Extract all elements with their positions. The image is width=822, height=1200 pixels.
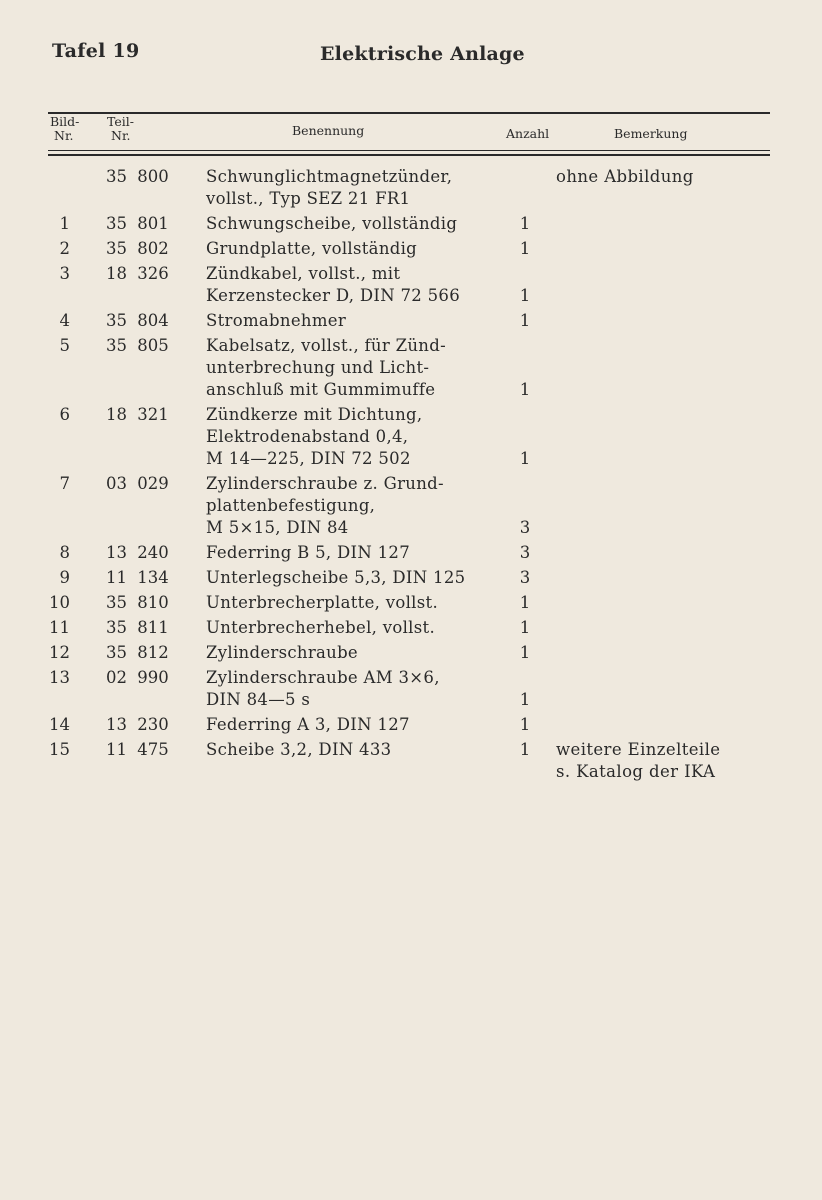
benennung bbox=[206, 473, 506, 539]
anzahl: 1 bbox=[519, 715, 531, 734]
teil-nr: 35 811 bbox=[106, 618, 169, 637]
bild-nr: 10 bbox=[49, 593, 70, 612]
anzahl: 1 bbox=[519, 690, 531, 709]
benennung-line: Schwungscheibe, vollständig bbox=[206, 214, 458, 233]
column-header-bemerkung: Bemerkung bbox=[614, 126, 688, 141]
benennung-line: Zylinderschraube z. Grund- bbox=[206, 474, 444, 493]
column-header-bild-line2: Nr. bbox=[54, 128, 74, 143]
teil-nr: 11 134 bbox=[106, 568, 169, 587]
teil-nr: 35 801 bbox=[106, 214, 169, 233]
benennung bbox=[206, 642, 506, 664]
table-row bbox=[0, 592, 822, 614]
table-row bbox=[0, 166, 822, 210]
column-header-teil bbox=[107, 115, 157, 143]
benennung bbox=[206, 404, 506, 470]
bild-nr: 4 bbox=[59, 311, 70, 330]
teil-nr: 35 805 bbox=[106, 336, 169, 355]
benennung-line: Kerzenstecker D, DIN 72 566 bbox=[206, 286, 461, 305]
bild-nr: 13 bbox=[49, 668, 70, 687]
table-row bbox=[0, 473, 822, 539]
teil-nr: 11 475 bbox=[106, 740, 169, 759]
benennung-line: plattenbefestigung, bbox=[206, 496, 376, 515]
benennung bbox=[206, 263, 506, 307]
teil-nr: 18 326 bbox=[106, 264, 169, 283]
column-header-teil-line1: Teil- bbox=[107, 114, 134, 129]
benennung-line: Grundplatte, vollständig bbox=[206, 239, 418, 258]
benennung-line: Federring A 3, DIN 127 bbox=[206, 715, 410, 734]
anzahl: 1 bbox=[519, 449, 531, 468]
table-row bbox=[0, 667, 822, 711]
bemerkung bbox=[556, 739, 806, 783]
benennung-line: Federring B 5, DIN 127 bbox=[206, 543, 411, 562]
teil-nr: 13 240 bbox=[106, 543, 169, 562]
bild-nr: 9 bbox=[59, 568, 70, 587]
column-header-anzahl: Anzahl bbox=[506, 126, 550, 141]
benennung-line: Unterbrecherhebel, vollst. bbox=[206, 618, 435, 637]
bemerkung-line: s. Katalog der IKA bbox=[556, 762, 716, 781]
bild-nr: 15 bbox=[49, 740, 70, 759]
bild-nr: 14 bbox=[49, 715, 70, 734]
bild-nr: 12 bbox=[49, 643, 70, 662]
teil-nr: 18 321 bbox=[106, 405, 169, 424]
bild-nr: 3 bbox=[59, 264, 70, 283]
benennung bbox=[206, 310, 506, 332]
column-header-bild bbox=[50, 115, 100, 143]
benennung-line: anschluß mit Gummimuffe bbox=[206, 380, 436, 399]
benennung-line: Elektrodenabstand 0,4, bbox=[206, 427, 409, 446]
benennung bbox=[206, 667, 506, 711]
anzahl: 1 bbox=[519, 239, 531, 258]
header-bottom-thin-rule bbox=[48, 150, 770, 151]
table-row bbox=[0, 213, 822, 235]
anzahl: 1 bbox=[519, 643, 531, 662]
benennung-line: M 14—225, DIN 72 502 bbox=[206, 449, 411, 468]
bild-nr: 8 bbox=[59, 543, 70, 562]
teil-nr: 35 810 bbox=[106, 593, 169, 612]
anzahl: 1 bbox=[519, 593, 531, 612]
column-header-benennung: Benennung bbox=[292, 123, 365, 138]
benennung-line: Zylinderschraube bbox=[206, 643, 358, 662]
table-row bbox=[0, 310, 822, 332]
benennung bbox=[206, 542, 506, 564]
teil-nr: 35 800 bbox=[106, 167, 169, 186]
bild-nr: 1 bbox=[59, 214, 70, 233]
benennung bbox=[206, 617, 506, 639]
teil-nr: 35 804 bbox=[106, 311, 169, 330]
benennung-line: Zylinderschraube AM 3×6, bbox=[206, 668, 440, 687]
bild-nr: 11 bbox=[49, 618, 70, 637]
bemerkung bbox=[556, 166, 806, 188]
benennung-line: Scheibe 3,2, DIN 433 bbox=[206, 740, 392, 759]
benennung-line: Kabelsatz, vollst., für Zünd- bbox=[206, 336, 446, 355]
bild-nr: 2 bbox=[59, 239, 70, 258]
header-bottom-rule bbox=[48, 154, 770, 156]
anzahl: 1 bbox=[519, 618, 531, 637]
table-row bbox=[0, 567, 822, 589]
teil-nr: 35 812 bbox=[106, 643, 169, 662]
anzahl: 1 bbox=[519, 740, 531, 759]
benennung-line: Zündkabel, vollst., mit bbox=[206, 264, 401, 283]
table-row bbox=[0, 714, 822, 736]
benennung bbox=[206, 714, 506, 736]
bemerkung-line: weitere Einzelteile bbox=[556, 740, 721, 759]
bild-nr: 6 bbox=[59, 405, 70, 424]
benennung-line: Unterlegscheibe 5,3, DIN 125 bbox=[206, 568, 466, 587]
benennung-line: Stromabnehmer bbox=[206, 311, 347, 330]
bemerkung-line: ohne Abbildung bbox=[556, 167, 694, 186]
benennung-line: Zündkerze mit Dichtung, bbox=[206, 405, 423, 424]
anzahl: 1 bbox=[519, 311, 531, 330]
table-row bbox=[0, 238, 822, 260]
anzahl: 3 bbox=[519, 568, 531, 587]
header-top-rule bbox=[48, 112, 770, 114]
benennung-line: Unterbrecherplatte, vollst. bbox=[206, 593, 438, 612]
benennung-line: Schwunglichtmagnetzünder, bbox=[206, 167, 453, 186]
benennung bbox=[206, 567, 506, 589]
teil-nr: 03 029 bbox=[106, 474, 169, 493]
anzahl: 1 bbox=[519, 286, 531, 305]
column-header-teil-line2: Nr. bbox=[111, 128, 131, 143]
teil-nr: 35 802 bbox=[106, 239, 169, 258]
benennung bbox=[206, 238, 506, 260]
benennung bbox=[206, 335, 506, 401]
teil-nr: 13 230 bbox=[106, 715, 169, 734]
bild-nr: 7 bbox=[59, 474, 70, 493]
teil-nr: 02 990 bbox=[106, 668, 169, 687]
plate-number: Tafel 19 bbox=[52, 40, 140, 62]
table-row bbox=[0, 642, 822, 664]
anzahl: 3 bbox=[519, 543, 531, 562]
anzahl: 1 bbox=[519, 380, 531, 399]
benennung bbox=[206, 592, 506, 614]
benennung-line: M 5×15, DIN 84 bbox=[206, 518, 349, 537]
benennung-line: DIN 84—5 s bbox=[206, 690, 311, 709]
table-row bbox=[0, 617, 822, 639]
benennung bbox=[206, 213, 506, 235]
anzahl: 1 bbox=[519, 214, 531, 233]
table-row bbox=[0, 335, 822, 401]
anzahl: 3 bbox=[519, 518, 531, 537]
benennung-line: vollst., Typ SEZ 21 FR1 bbox=[206, 189, 411, 208]
table-row bbox=[0, 542, 822, 564]
table-row bbox=[0, 404, 822, 470]
benennung bbox=[206, 739, 506, 761]
table-row bbox=[0, 739, 822, 781]
benennung-line: unterbrechung und Licht- bbox=[206, 358, 430, 377]
column-header-bild-line1: Bild- bbox=[50, 114, 80, 129]
bild-nr: 5 bbox=[59, 336, 70, 355]
table-row bbox=[0, 263, 822, 307]
benennung bbox=[206, 166, 506, 210]
page-title: Elektrische Anlage bbox=[320, 43, 525, 65]
parts-table bbox=[0, 166, 822, 781]
